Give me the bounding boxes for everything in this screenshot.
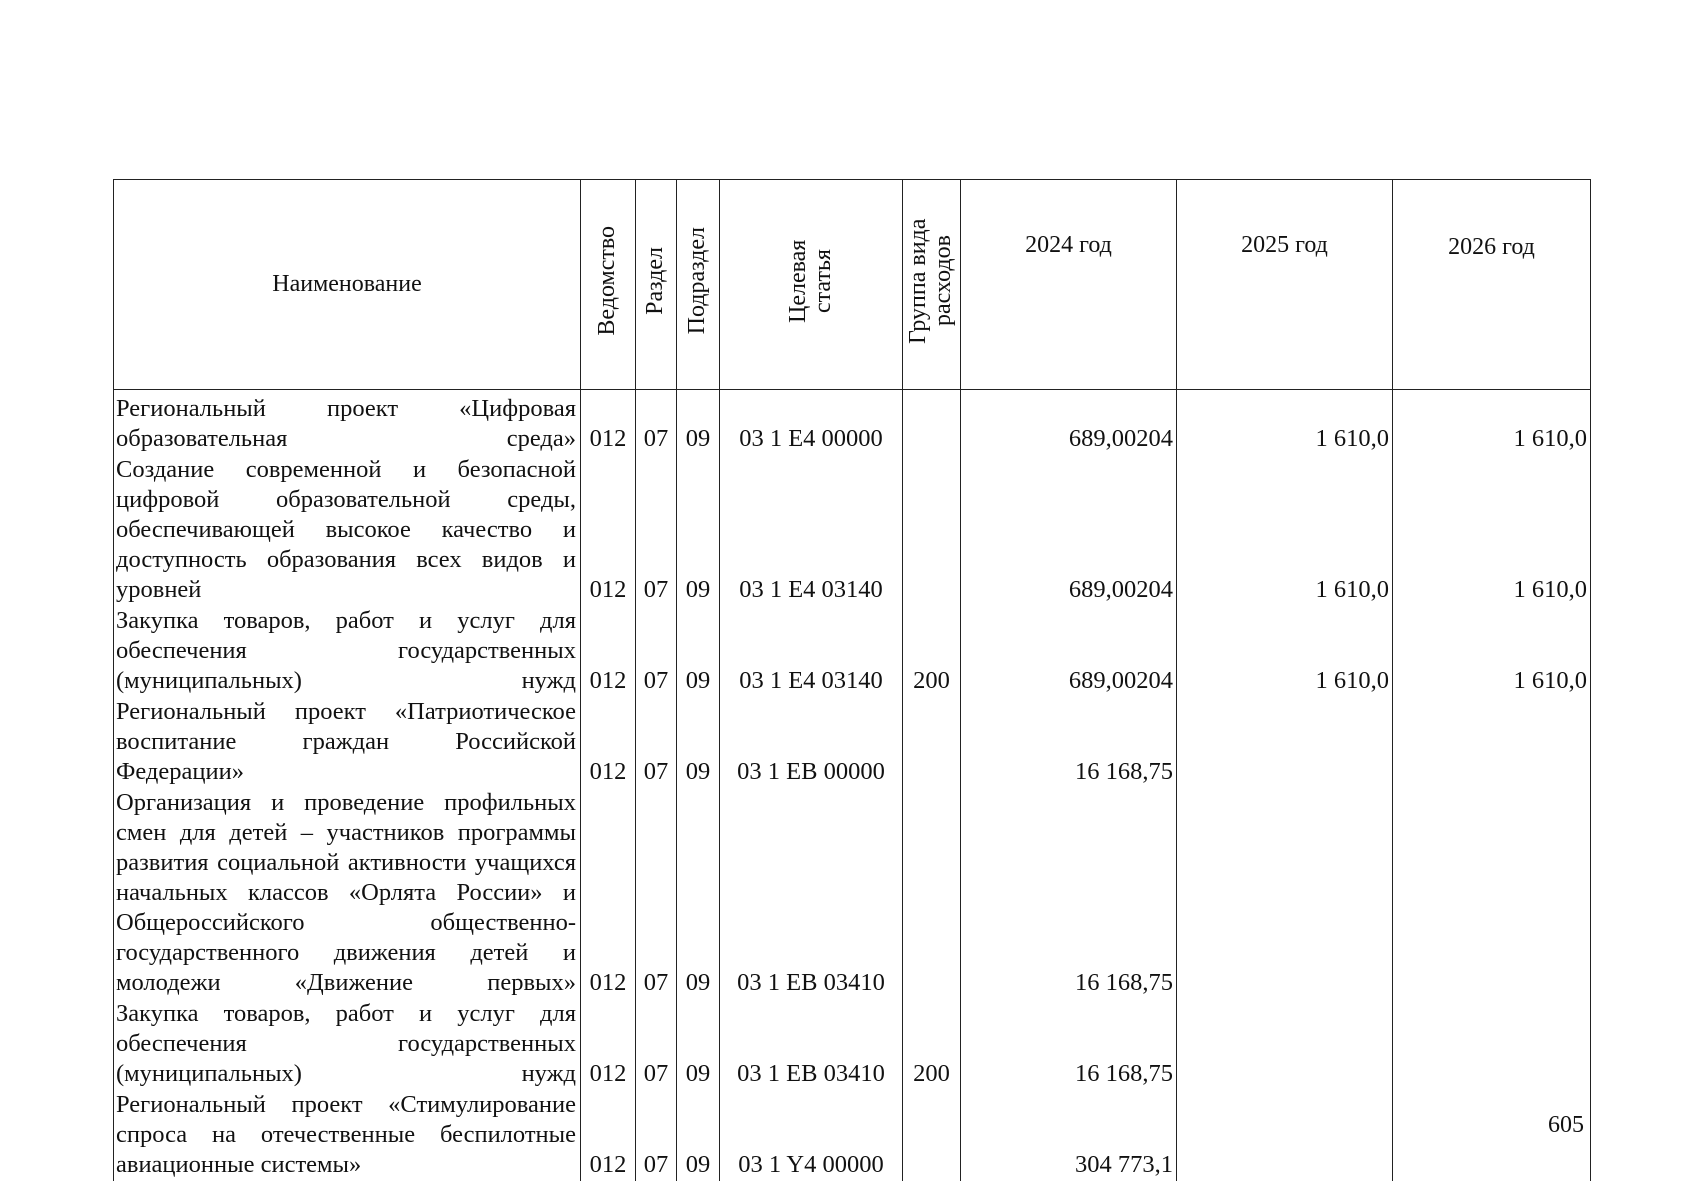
row-razdel: 07 bbox=[636, 455, 677, 606]
row-2025 bbox=[1177, 999, 1393, 1090]
row-name: Региональный проект «Цифровая образовательная среда» bbox=[114, 390, 581, 456]
row-razdel: 07 bbox=[636, 697, 677, 788]
row-podrazdel: 09 bbox=[677, 606, 720, 697]
row-target-article: 03 1 EB 03410 bbox=[720, 788, 903, 999]
row-expense-group bbox=[903, 455, 961, 606]
row-target-article: 03 1 EB 03410 bbox=[720, 999, 903, 1090]
row-name: Региональный проект «Патриотическое воспитание граждан Российской Федерации» bbox=[114, 697, 581, 788]
row-podrazdel: 09 bbox=[677, 455, 720, 606]
budget-table bbox=[113, 179, 1591, 1181]
header-2024: 2024 год bbox=[961, 180, 1177, 390]
row-expense-group bbox=[903, 697, 961, 788]
row-name: Закупка товаров, работ и услуг для обеспечения государственных (муниципальных) нужд bbox=[114, 999, 581, 1090]
row-podrazdel: 09 bbox=[677, 697, 720, 788]
row-vedomstvo: 012 bbox=[581, 1090, 636, 1181]
row-2026: 1 610,0 bbox=[1393, 390, 1591, 456]
row-2025: 1 610,0 bbox=[1177, 390, 1393, 456]
row-expense-group: 200 bbox=[903, 606, 961, 697]
row-vedomstvo: 012 bbox=[581, 455, 636, 606]
table-header-row bbox=[114, 180, 1591, 390]
header-target-article: Целевая статья bbox=[720, 180, 903, 390]
table-row bbox=[114, 788, 1591, 999]
row-vedomstvo: 012 bbox=[581, 697, 636, 788]
row-2026 bbox=[1393, 697, 1591, 788]
row-2026: 1 610,0 bbox=[1393, 606, 1591, 697]
header-vedomstvo: Ведомство bbox=[581, 180, 636, 390]
row-2025: 1 610,0 bbox=[1177, 606, 1393, 697]
row-vedomstvo: 012 bbox=[581, 606, 636, 697]
row-2026: 1 610,0 bbox=[1393, 455, 1591, 606]
row-razdel: 07 bbox=[636, 999, 677, 1090]
row-razdel: 07 bbox=[636, 606, 677, 697]
table-row bbox=[114, 1090, 1591, 1181]
row-2024: 689,00204 bbox=[961, 606, 1177, 697]
row-podrazdel: 09 bbox=[677, 788, 720, 999]
row-2026 bbox=[1393, 788, 1591, 999]
row-target-article: 03 1 EB 00000 bbox=[720, 697, 903, 788]
row-razdel: 07 bbox=[636, 788, 677, 999]
table-row bbox=[114, 697, 1591, 788]
row-target-article: 03 1 E4 03140 bbox=[720, 606, 903, 697]
row-vedomstvo: 012 bbox=[581, 390, 636, 456]
header-razdel: Раздел bbox=[636, 180, 677, 390]
row-podrazdel: 09 bbox=[677, 999, 720, 1090]
row-2025 bbox=[1177, 788, 1393, 999]
row-target-article: 03 1 E4 00000 bbox=[720, 390, 903, 456]
page-number: 605 bbox=[1548, 1112, 1584, 1138]
row-expense-group bbox=[903, 1090, 961, 1181]
row-expense-group bbox=[903, 788, 961, 999]
row-2025 bbox=[1177, 1090, 1393, 1181]
row-podrazdel: 09 bbox=[677, 390, 720, 456]
budget-table-container bbox=[113, 179, 1590, 1181]
header-name: Наименование bbox=[114, 180, 581, 390]
row-expense-group: 200 bbox=[903, 999, 961, 1090]
table-row bbox=[114, 606, 1591, 697]
row-razdel: 07 bbox=[636, 1090, 677, 1181]
row-name: Региональный проект «Стимулирование спроса на отечественные беспилотные авиационные системы» bbox=[114, 1090, 581, 1181]
row-target-article: 03 1 E4 03140 bbox=[720, 455, 903, 606]
table-row bbox=[114, 999, 1591, 1090]
row-name: Создание современной и безопасной цифровой образовательной среды, обеспечивающей высокое качество и доступность образования всех видов и уровней bbox=[114, 455, 581, 606]
row-2024: 16 168,75 bbox=[961, 788, 1177, 999]
row-razdel: 07 bbox=[636, 390, 677, 456]
header-podrazdel: Подраздел bbox=[677, 180, 720, 390]
row-name: Организация и проведение профильных смен для детей – участников программы развития социальной активности учащихся начальных классов «Орлята России» и Общероссийского общественно-государственного движения детей и молодежи «Движение первых» bbox=[114, 788, 581, 999]
row-expense-group bbox=[903, 390, 961, 456]
row-2024: 16 168,75 bbox=[961, 999, 1177, 1090]
row-2024: 689,00204 bbox=[961, 390, 1177, 456]
row-2026 bbox=[1393, 999, 1591, 1090]
row-target-article: 03 1 Y4 00000 bbox=[720, 1090, 903, 1181]
row-name: Закупка товаров, работ и услуг для обеспечения государственных (муниципальных) нужд bbox=[114, 606, 581, 697]
header-expense-group: Группа вида расходов bbox=[903, 180, 961, 390]
header-2025: 2025 год bbox=[1177, 180, 1393, 390]
row-2025 bbox=[1177, 697, 1393, 788]
row-2024: 304 773,1 bbox=[961, 1090, 1177, 1181]
table-row bbox=[114, 455, 1591, 606]
row-2025: 1 610,0 bbox=[1177, 455, 1393, 606]
table-row bbox=[114, 390, 1591, 456]
header-2026: 2026 год bbox=[1393, 180, 1591, 390]
row-vedomstvo: 012 bbox=[581, 788, 636, 999]
row-2024: 16 168,75 bbox=[961, 697, 1177, 788]
row-vedomstvo: 012 bbox=[581, 999, 636, 1090]
row-2024: 689,00204 bbox=[961, 455, 1177, 606]
row-podrazdel: 09 bbox=[677, 1090, 720, 1181]
